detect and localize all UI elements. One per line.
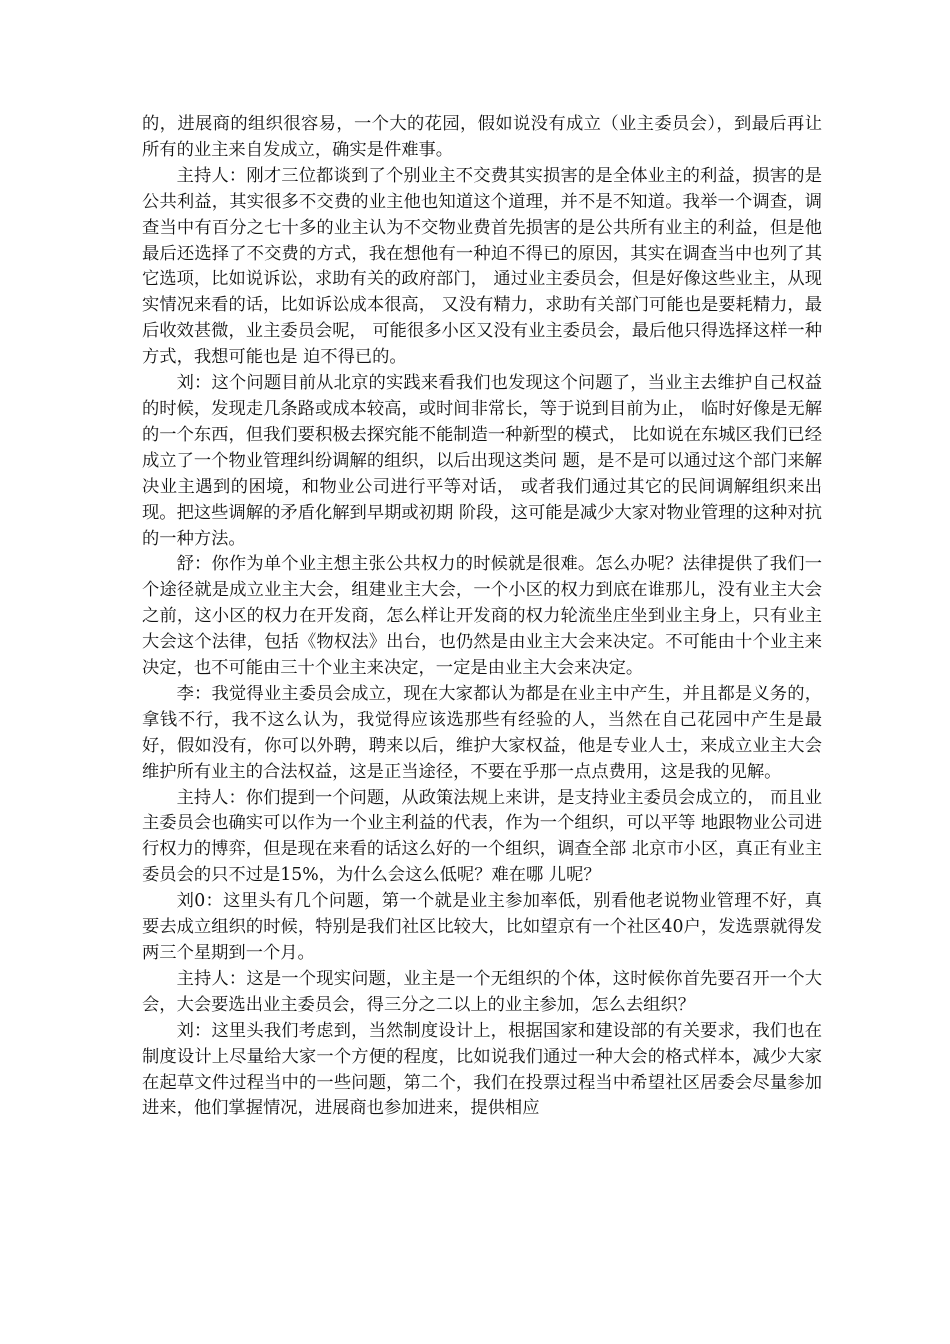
paragraph-7: 刘0：这里头有几个问题，第一个就是业主参加率低，别看他老说物业管理不好，真要去成立组织的时候，特别是我们社区比较大，比如望京有一个社区40户，发选票就得发两三个星期到一个月。 — [142, 891, 822, 963]
paragraph-3: 刘：这个问题目前从北京的实践来看我们也发现这个问题了，当业主去维护自己权益的时候，发现走几条路或成本较高，或时间非常长，等于说到目前为止， 临时好像是无解的一个东西，但我们要积极去探究能不能制造一种新型的模式， 比如说在东城区我们已经成立了一个物业管理纠纷调解的组织，以后出现这类问 题，是不是可以通过这个部门来解决业主遇到的困境，和物业公司进行平等对话， 或者我们通过其它的民间调解组织来出现。把这些调解的矛盾化解到早期或初期 阶段，这可能是减少大家对物业管理的这种对抗的一种方法。 — [142, 373, 822, 549]
paragraph-9: 刘：这里头我们考虑到，当然制度设计上，根据国家和建设部的有关要求，我们也在制度设计上尽量给大家一个方便的程度，比如说我们通过一种大会的格式样本，减少大家在起草文件过程当中的一些问题，第二个，我们在投票过程当中希望社区居委会尽量参加进来，他们掌握情况，进展商也参加进来，提供相应 — [142, 1020, 822, 1119]
paragraph-5: 李：我觉得业主委员会成立，现在大家都认为都是在业主中产生，并且都是义务的，拿钱不行，我不这么认为，我觉得应该选那些有经验的人，当然在自己花园中产生是最好，假如没有，你可以外聘，聘来以后，维护大家权益，他是专业人士，来成立业主大会维护所有业主的合法权益，这是正当途径，不要在乎那一点点费用，这是我的见解。 — [142, 683, 822, 782]
paragraph-1: 的，进展商的组织很容易，一个大的花园，假如说没有成立（业主委员会），到最后再让所有的业主来自发成立，确实是件难事。 — [142, 114, 822, 160]
paragraph-4: 舒：你作为单个业主想主张公共权力的时候就是很难。怎么办呢？法律提供了我们一个途径就是成立业主大会，组建业主大会，一个小区的权力到底在谁那儿，没有业主大会之前，这小区的权力在开发商，怎么样让开发商的权力轮流坐庄坐到业主身上，只有业主大会这个法律，包括《物权法》出台，也仍然是由业主大会来决定。不可能由十个业主来决定，也不可能由三十个业主来决定，一定是由业主大会来决定。 — [142, 554, 822, 679]
document-page — [142, 112, 822, 1122]
paragraph-2: 主持人：刚才三位都谈到了个别业主不交费其实损害的是全体业主的利益，损害的是公共利益，其实很多不交费的业主他也知道这个道理，并不是不知道。我举一个调查，调查当中有百分之七十多的业主认为不交物业费首先损害的是公共所有业主的利益，但是他最后还选择了不交费的方式，我在想他有一种迫不得已的原因，其实在调查当中也列了其它选项，比如说诉讼，求助有关的政府部门， 通过业主委员会，但是好像这些业主，从现实情况来看的话，比如诉讼成本很高， 又没有精力，求助有关部门可能也是要耗精力，最后收效甚微，业主委员会呢， 可能很多小区又没有业主委员会，最后他只得选择这样一种方式，我想可能也是 迫不得已的。 — [142, 165, 822, 368]
paragraph-6: 主持人：你们提到一个问题，从政策法规上来讲，是支持业主委员会成立的， 而且业主委员会也确实可以作为一个业主利益的代表，作为一个组织，可以平等 地跟物业公司进行权力的博弈，但是现在来看的话这么好的一个组织，调查全部 北京市小区，真正有业主委员会的只不过是15%，为什么会这么低呢？难在哪 儿呢？ — [142, 787, 822, 886]
paragraph-8: 主持人：这是一个现实问题，业主是一个无组织的个体，这时候你首先要召开一个大会，大会要选出业主委员会，得三分之二以上的业主参加，怎么去组织？ — [142, 968, 822, 1015]
